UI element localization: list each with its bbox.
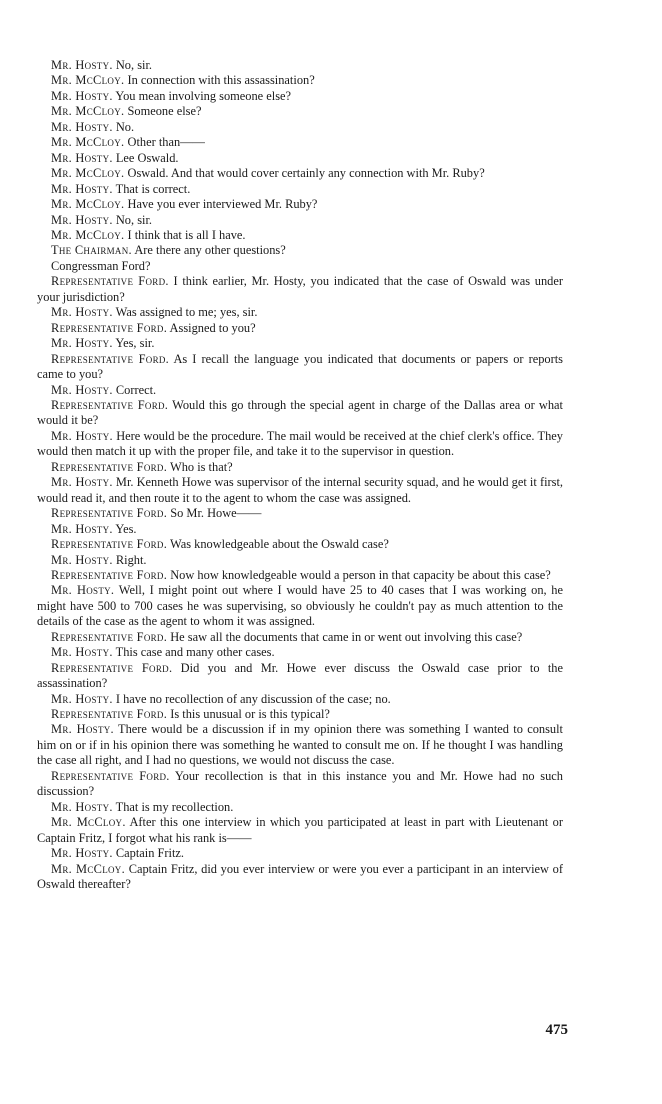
page-number: 475 — [545, 1022, 568, 1038]
speaker-name: Representative Ford. — [51, 351, 170, 366]
speech-text: Was knowledgeable about the Oswald case? — [167, 537, 389, 552]
speech-text: Congressman Ford? — [51, 258, 151, 273]
transcript-paragraph — [37, 243, 563, 258]
speech-text: This case and many other cases. — [112, 645, 275, 660]
transcript-paragraph — [37, 213, 563, 228]
speech-text: I think that is all I have. — [124, 227, 246, 242]
speaker-name: Mr. Hosty. — [51, 150, 113, 165]
speaker-name: Representative Ford. — [51, 537, 168, 552]
transcript-paragraph — [37, 645, 563, 660]
speech-text: No. — [112, 119, 135, 134]
speech-text: Right. — [112, 552, 147, 567]
transcript-paragraph — [37, 506, 563, 521]
transcript-paragraph — [37, 661, 563, 692]
speech-text: You mean involving someone else? — [112, 88, 292, 103]
speaker-name: Mr. Hosty. — [51, 846, 113, 861]
speaker-name: Mr. Hosty. — [51, 552, 113, 567]
speech-text: In connection with this assassination? — [124, 73, 315, 88]
speech-text: Now how knowledgeable would a person in that capacity be about this case? — [167, 567, 551, 582]
transcript-paragraph — [37, 630, 563, 645]
speech-text: Who is that? — [167, 459, 233, 474]
speech-text: Other than—— — [124, 135, 205, 150]
transcript-paragraph — [37, 846, 563, 861]
speaker-name: Mr. Hosty. — [51, 181, 113, 196]
transcript-paragraph — [37, 197, 563, 212]
speech-text: That is my recollection. — [112, 799, 234, 814]
speaker-name: Mr. McCloy. — [51, 166, 125, 181]
transcript-paragraph — [37, 769, 563, 800]
speech-text: As I recall the language you indicated that documents or papers or reports came to you? — [37, 351, 563, 382]
transcript-paragraph — [37, 383, 563, 398]
speaker-name: Mr. Hosty. — [51, 88, 113, 103]
speech-text: No, sir. — [112, 58, 153, 72]
speech-text: Mr. Kenneth Howe was supervisor of the internal security squad, and he would get it first, would read it, and then route it to the agent to whom the case was assigned. — [37, 475, 563, 505]
speech-text: Would this go through the special agent in charge of the Dallas area or what would it be? — [37, 397, 563, 428]
transcript-paragraph — [37, 182, 563, 197]
transcript-paragraph — [37, 120, 563, 135]
transcript-paragraph — [37, 568, 563, 583]
speech-text: No, sir. — [112, 212, 153, 227]
speech-text: I have no recollection of any discussion of the case; no. — [112, 691, 391, 706]
transcript-paragraph — [37, 475, 563, 506]
speaker-name: Mr. McCloy. — [51, 104, 125, 119]
speaker-name: Mr. Hosty. — [51, 212, 113, 227]
speaker-name: Representative Ford. — [51, 629, 168, 644]
speech-text: Correct. — [112, 382, 157, 397]
speaker-name: Representative Ford. — [51, 567, 168, 582]
speaker-name: Mr. McCloy. — [51, 815, 126, 830]
speaker-name: Mr. Hosty. — [51, 305, 113, 320]
speaker-name: Representative Ford. — [51, 459, 168, 474]
speaker-name: Mr. Hosty. — [51, 428, 113, 443]
speaker-name: Mr. Hosty. — [51, 722, 114, 737]
transcript-paragraph — [37, 151, 563, 166]
transcript-paragraph — [37, 73, 563, 88]
transcript-paragraph — [37, 274, 563, 305]
speech-text: Someone else? — [124, 104, 202, 119]
speaker-name: Representative Ford. — [51, 397, 169, 412]
speech-text: Did you and Mr. Howe ever discuss the Oswald case prior to the assassination? — [37, 660, 563, 691]
speaker-name: Mr. Hosty. — [51, 475, 113, 490]
speech-text: After this one interview in which you participated at least in part with Lieutenant or Captain Fritz, I forgot what his rank is—— — [37, 815, 563, 845]
transcript-paragraph — [37, 815, 563, 846]
transcript-paragraph — [37, 104, 563, 119]
speech-text: Yes. — [112, 521, 137, 536]
transcript-paragraph — [37, 166, 563, 181]
transcript-paragraph — [37, 336, 563, 351]
speaker-name: Mr. McCloy. — [51, 861, 125, 876]
transcript-paragraph — [37, 862, 563, 893]
speaker-name: Representative Ford. — [51, 320, 168, 335]
speech-text: Is this unusual or is this typical? — [167, 707, 330, 722]
speech-text: Are there any other questions? — [131, 243, 286, 258]
speech-text: Was assigned to me; yes, sir. — [112, 305, 258, 320]
transcript-paragraph — [37, 429, 563, 460]
speaker-name: Mr. McCloy. — [51, 135, 125, 150]
transcript-paragraph — [37, 583, 563, 629]
speech-text: Assigned to you? — [167, 320, 256, 335]
speaker-name: Mr. Hosty. — [51, 119, 113, 134]
speaker-name: Representative Ford. — [51, 707, 168, 722]
speech-text: Captain Fritz. — [112, 846, 184, 861]
transcript-paragraph — [37, 460, 563, 475]
transcript-paragraph — [37, 398, 563, 429]
speaker-name: Mr. Hosty. — [51, 336, 113, 351]
speech-text: Yes, sir. — [112, 336, 155, 351]
speaker-name: Representative Ford. — [51, 506, 168, 521]
speaker-name: Mr. Hosty. — [51, 382, 113, 397]
speaker-name: Mr. Hosty. — [51, 521, 113, 536]
transcript-paragraph — [37, 135, 563, 150]
speaker-name: Mr. Hosty. — [51, 58, 113, 72]
speaker-name: Mr. Hosty. — [51, 583, 115, 598]
transcript-paragraph — [37, 692, 563, 707]
transcript-paragraph — [37, 553, 563, 568]
speaker-name: Mr. McCloy. — [51, 227, 125, 242]
speech-text: I think earlier, Mr. Hosty, you indicated that the case of Oswald was under your jurisdiction? — [37, 274, 563, 304]
speaker-name: Representative Ford. — [51, 768, 170, 783]
transcript-paragraph — [37, 228, 563, 243]
transcript-paragraph — [37, 58, 563, 73]
speech-text: Here would be the procedure. The mail would be received at the chief clerk's office. They would then match it up with the proper file, and take it to the supervisor in question. — [37, 428, 563, 459]
speaker-name: Representative Ford. — [51, 660, 173, 675]
speech-text: Have you ever interviewed Mr. Ruby? — [124, 197, 318, 212]
speaker-name: Mr. Hosty. — [51, 645, 113, 660]
speech-text: Well, I might point out where I would have 25 to 40 cases that I was working on, he might have 500 to 700 cases he was supervising, so obviously he couldn't pay as much attention to the details of the case as the agent to whom it was assigned. — [37, 583, 563, 629]
transcript-paragraph — [37, 305, 563, 320]
speech-text: Lee Oswald. — [112, 150, 179, 165]
transcript-page — [37, 58, 563, 892]
speech-text: So Mr. Howe—— — [167, 506, 262, 521]
transcript-paragraph — [37, 352, 563, 383]
speech-text: There would be a discussion if in my opinion there was something I wanted to consult him on or if in his opinion there was something he wanted to consult me on. If he thought I was handling the case all right, and I had no questions, we would not discuss the case. — [37, 722, 563, 768]
speaker-name: Mr. McCloy. — [51, 73, 125, 88]
speaker-name: Mr. Hosty. — [51, 691, 113, 706]
speech-text: Your recollection is that in this instance you and Mr. Howe had no such discussion? — [37, 768, 563, 799]
transcript-paragraph — [37, 522, 563, 537]
speaker-name: Mr. Hosty. — [51, 799, 113, 814]
transcript-paragraph — [37, 259, 563, 274]
transcript-paragraph — [37, 89, 563, 104]
transcript-paragraph — [37, 800, 563, 815]
transcript-paragraph — [37, 321, 563, 336]
transcript-paragraph — [37, 722, 563, 768]
speaker-name: The Chairman. — [51, 243, 132, 258]
speech-text: He saw all the documents that came in or went out involving this case? — [167, 629, 523, 644]
speaker-name: Representative Ford. — [51, 274, 169, 289]
transcript-paragraph — [37, 707, 563, 722]
speaker-name: Mr. McCloy. — [51, 197, 125, 212]
transcript-paragraph — [37, 537, 563, 552]
speech-text: Captain Fritz, did you ever interview or were you ever a participant in an interview of Oswald thereafter? — [37, 861, 563, 892]
speech-text: That is correct. — [112, 181, 191, 196]
speech-text: Oswald. And that would cover certainly any connection with Mr. Ruby? — [124, 166, 485, 181]
